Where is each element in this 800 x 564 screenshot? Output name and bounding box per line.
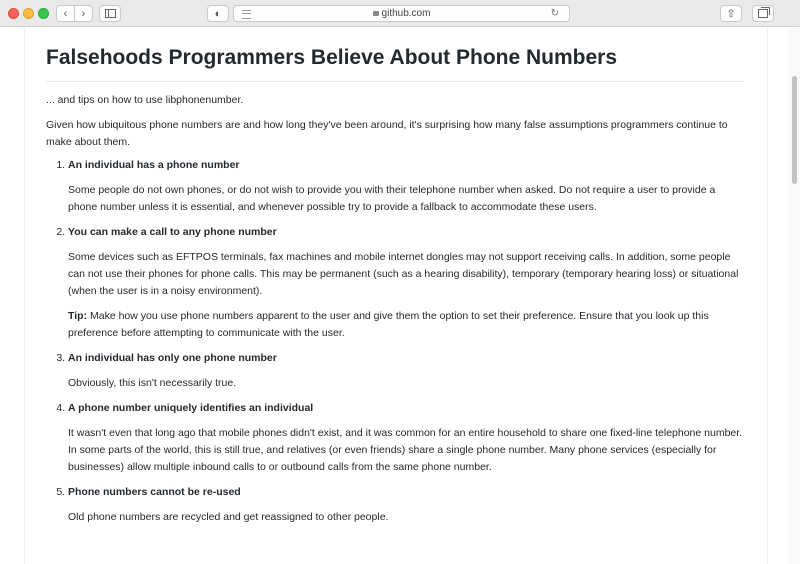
list-item [68, 350, 744, 392]
back-button[interactable] [56, 5, 75, 22]
sidebar-icon [105, 9, 116, 18]
item-title: 4. A phone number uniquely identifies an individual [68, 402, 314, 414]
article [46, 45, 744, 534]
close-window-button[interactable] [8, 8, 19, 19]
reader-icon: ◐ [214, 7, 222, 20]
item-title: 2. You can make a call to any phone number [68, 226, 277, 238]
tip-text: Make how you use phone numbers apparent to the user and give them the option to set their preference. Ensure that you look up this preference before attempting to communicate with the user. [68, 310, 709, 339]
tip-label: Tip: [68, 310, 88, 322]
falsehood-list [46, 157, 744, 526]
chevron-right-icon: › [81, 7, 86, 20]
page-content [0, 27, 800, 564]
reload-icon[interactable]: ↻ [550, 8, 559, 19]
tabs-icon [758, 9, 768, 18]
share-button[interactable] [720, 5, 742, 22]
zoom-window-button[interactable] [38, 8, 49, 19]
lock-icon [373, 11, 379, 16]
share-icon: ⇧ [726, 8, 736, 20]
list-item [68, 157, 744, 216]
tip-paragraph [68, 308, 744, 342]
address-bar[interactable] [233, 5, 570, 22]
item-title: 5. Phone numbers cannot be re-used [68, 486, 241, 498]
item-text: Some people do not own phones, or do not wish to provide you with their telephone number when asked. Do not require a user to provide a phone number unless it is essential, and whenever possible try to provide a fallback to accommodate these users. [68, 184, 716, 213]
tab-overview-button[interactable] [752, 5, 774, 22]
sidebar-toggle-button[interactable] [99, 5, 121, 22]
intro-text: ... and tips on how to use libphonenumber. [46, 94, 244, 106]
lead-paragraph: Given how ubiquitous phone numbers are and how long they've been around, it's surprising how many false assumptions programmers continue to make about them. [46, 119, 728, 148]
reader-mode-button[interactable] [207, 5, 229, 22]
scrollbar-thumb[interactable] [792, 76, 797, 184]
item-title: 1. An individual has a phone number [68, 159, 240, 171]
item-text: Obviously, this isn't necessarily true. [68, 377, 237, 389]
list-item [68, 484, 744, 526]
item-text: Old phone numbers are recycled and get reassigned to other people. [68, 511, 389, 523]
browser-toolbar [0, 0, 800, 27]
page-title: Falsehoods Programmers Believe About Phone Numbers [46, 45, 744, 82]
list-item [68, 400, 744, 476]
minimize-window-button[interactable] [23, 8, 34, 19]
url-text: github.com [381, 8, 431, 19]
chevron-left-icon: ‹ [63, 7, 68, 20]
item-text: It wasn't even that long ago that mobile phones didn't exist, and it was common for an entire household to share one fixed-line telephone number. In some parts of the world, this is still true, and relatives (or even friends) share a single phone number. Many phone services (especially for businesses) allow multiple inbound calls to or outbound calls from the same phone number. [68, 427, 743, 473]
forward-button[interactable] [74, 5, 93, 22]
item-title: 3. An individual has only one phone number [68, 352, 277, 364]
list-item [68, 224, 744, 342]
item-text: Some devices such as EFTPOS terminals, fax machines and mobile internet dongles may not support receiving calls. In addition, some people can not use their phones for phone calls. This may be permanent (such as a hearing disability), temporary (temporary hearing loss) or situational (when the user is in a noisy environment). [68, 251, 739, 297]
